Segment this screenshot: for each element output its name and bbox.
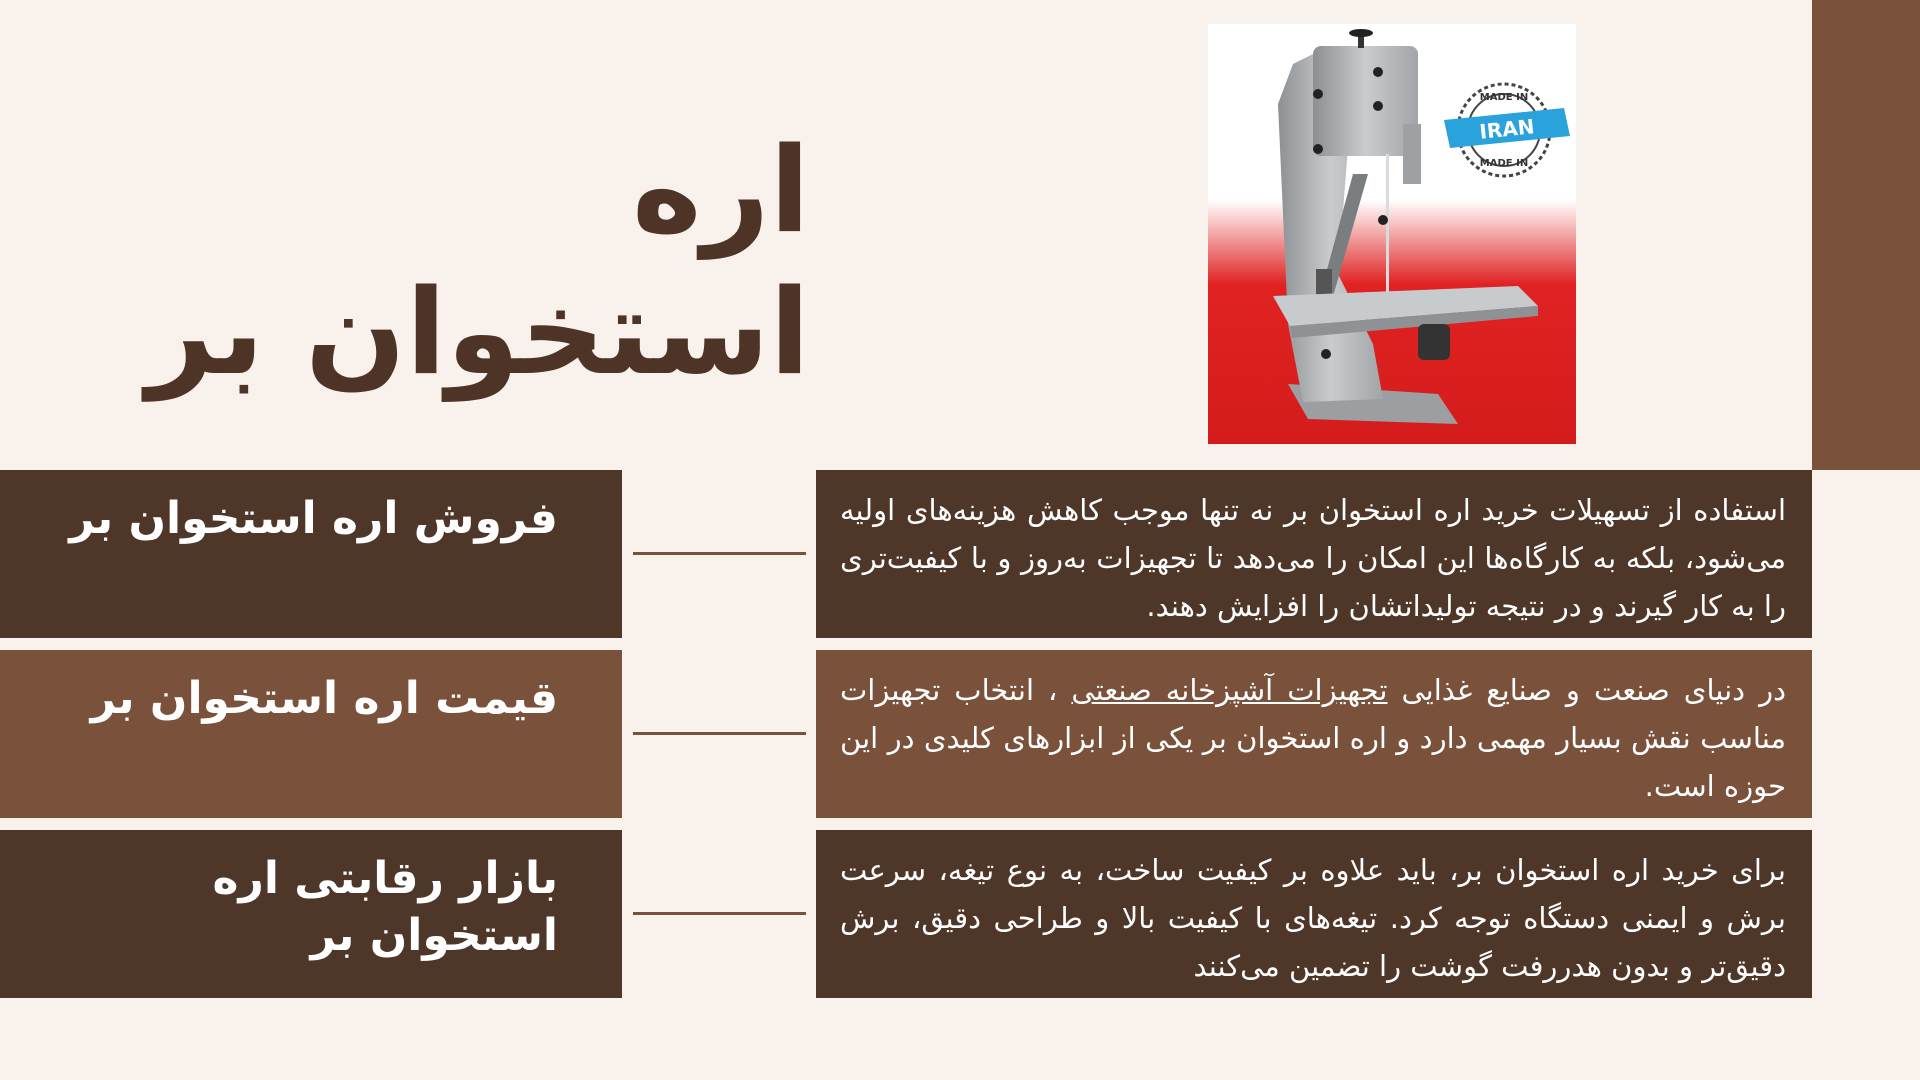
badge-center-text: IRAN: [1478, 114, 1536, 144]
bone-saw-machine-image: [1208, 24, 1576, 444]
right-accent-stripe: [1812, 0, 1920, 470]
row-connector-line: [633, 732, 806, 735]
industrial-kitchen-equipment-link[interactable]: تجهیزات آشپزخانه صنعتی: [1071, 673, 1388, 707]
page-title: اره استخوان بر: [146, 121, 810, 401]
row-label-price: قیمت اره استخوان بر: [0, 650, 622, 818]
row-text-sale: استفاده از تسهیلات خرید اره استخوان بر نه تنها موجب کاهش هزینه‌های اولیه می‌شود، بلکه به کارگاه‌ها این امکان را می‌دهد تا تجهیزات به‌روز و با کیفیت‌تری را به کار گیرند و در نتیجه تولیداتشان را افزایش دهند.: [816, 470, 1812, 638]
product-image: [1208, 24, 1576, 444]
row-label-sale: فروش اره استخوان بر: [0, 470, 622, 638]
badge-bottom-text: MADE IN: [1479, 158, 1529, 169]
row-text-price-part1: در دنیای صنعت و صنایع غذایی: [1387, 673, 1786, 707]
row-text-price-part2: ، انتخاب تجهیزات مناسب نقش بسیار مهمی دارد و اره استخوان بر یکی از ابزارهای کلیدی در این حوزه است.: [840, 673, 1786, 803]
row-connector-line: [633, 912, 806, 915]
row-text-price: [816, 650, 1812, 818]
row-text-market: برای خرید اره استخوان بر، باید علاوه بر کیفیت ساخت، به نوع تیغه، سرعت برش و ایمنی دستگاه توجه کرد. تیغه‌های با کیفیت بالا و طراحی دقیق، برش دقیق‌تر و بدون هدررفت گوشت را تضمین می‌کنند: [816, 830, 1812, 998]
row-label-market: بازار رقابتی اره استخوان بر: [0, 830, 622, 998]
badge-top-text: MADE IN: [1479, 92, 1529, 103]
row-connector-line: [633, 552, 806, 555]
